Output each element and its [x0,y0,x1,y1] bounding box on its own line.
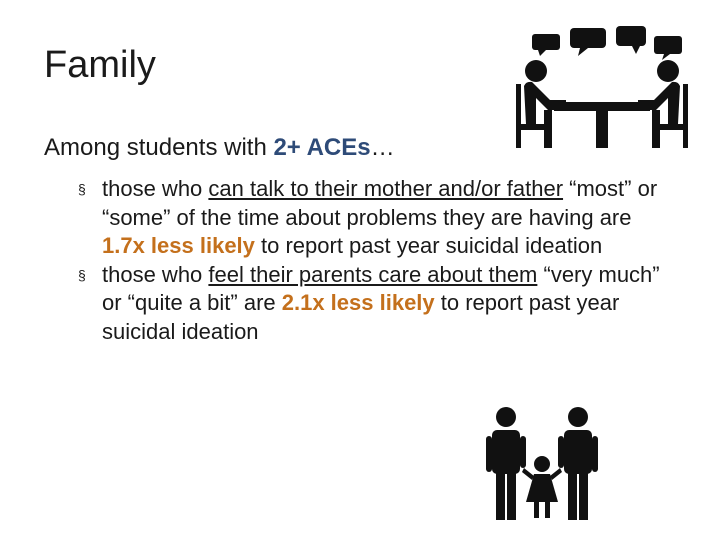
bullet-marker: § [78,266,86,283]
bullet-underlined-text: feel their parents care about them [208,261,538,287]
bullet-item [78,175,678,261]
bullet-text: to report past year suicidal ideation [254,233,603,258]
bullet-list [78,175,678,346]
intro-prefix: Among students with [44,134,274,161]
bullet-text: “very much” or “quite a bit” are [102,261,660,315]
bullet-accent-text: 1.7x less likely [102,233,255,258]
family-icon [484,406,600,520]
intro-suffix: … [370,134,395,161]
bullet-text: “most” or “some” of the time about problems they are having are [102,176,658,230]
bullet-underlined-text: can talk to their mother and/or father [208,176,564,201]
bullet-text: those who [102,261,209,287]
bullet-text: those who [102,176,209,201]
bullet-text: to report past year suicidal ideation [102,290,620,344]
slide-title: Family [44,44,156,86]
bullet-accent-text: 2.1x less likely [281,290,435,315]
intro-highlight: 2+ ACEs [273,134,371,161]
intro-text [44,134,395,162]
bullet-item [78,261,678,347]
bullet-marker: § [78,181,86,197]
two-people-talking-icon [514,24,690,148]
